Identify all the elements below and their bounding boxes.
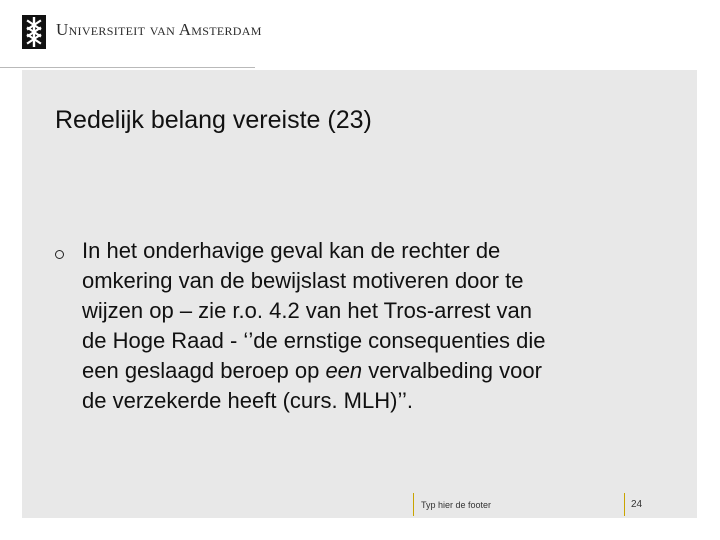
footer-divider [624, 493, 625, 516]
bullet-text [82, 236, 652, 416]
header [0, 0, 720, 70]
bullet-line-part: vervalbeding voor [362, 358, 542, 383]
bullet-line-part: een geslaagd beroep op [82, 358, 326, 383]
page-number: 24 [631, 499, 643, 510]
bullet-line [82, 356, 652, 386]
footer-text: Typ hier de footer [421, 500, 492, 510]
bullet-line: wijzen op – zie r.o. 4.2 van het Tros-arrest van [82, 298, 533, 323]
bullet-line: de verzekerde heeft (curs. MLH)’’. [82, 388, 413, 413]
bullet-line: omkering van de bewijslast motiveren door te [82, 268, 524, 293]
slide-title: Redelijk belang vereiste (23) [55, 106, 372, 134]
bullet-circle-icon [55, 250, 64, 259]
bullet-line: In het onderhavige geval kan de rechter de [82, 238, 501, 263]
bullet-line: de Hoge Raad - ‘’de ernstige consequenties die [82, 328, 546, 353]
footer-divider [413, 493, 414, 516]
university-logo-icon [22, 15, 46, 49]
header-divider [0, 67, 255, 68]
bullet-line-italic: een [325, 358, 363, 383]
organization-name: Universiteit van Amsterdam [56, 20, 262, 39]
